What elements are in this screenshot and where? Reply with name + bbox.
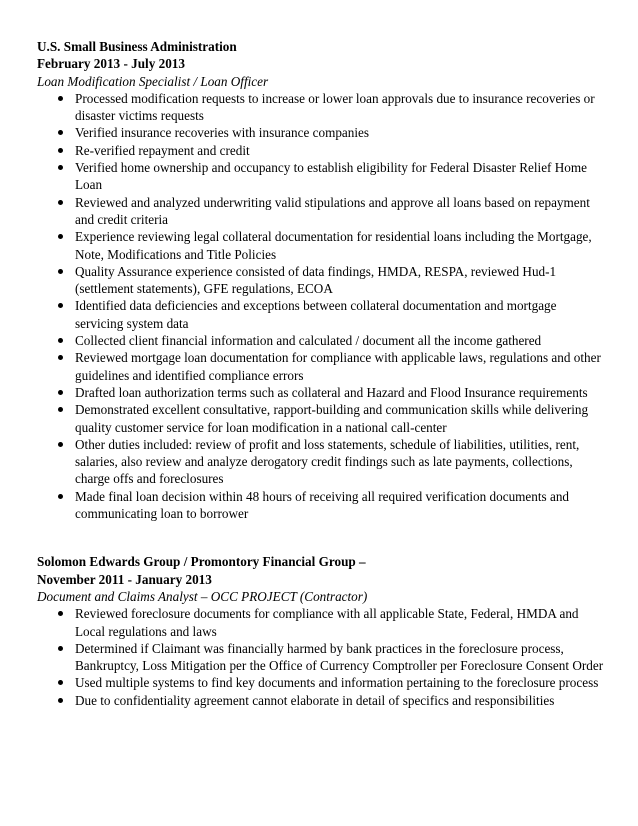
duty-text: Demonstrated excellent consultative, rapport-building and communication skills while delivering quality customer service for loan modification in a national call-center xyxy=(75,402,589,435)
duty-text: Collected client financial information and calculated / document all the income gathered xyxy=(75,333,542,349)
list-item xyxy=(37,263,607,298)
duty-text: Other duties included: review of profit and loss statements, schedule of liabilities, utilities, rent, salaries, also review and analyze derogatory credit findings such as late payments, collections, charge offs and foreclosures xyxy=(75,436,580,487)
duties-list xyxy=(37,90,607,522)
bullet-icon xyxy=(58,407,63,412)
bullet-icon xyxy=(58,234,63,239)
duty-text: Drafted loan authorization terms such as collateral and Hazard and Flood Insurance requirements xyxy=(75,384,588,400)
bullet-icon xyxy=(58,442,63,447)
job-title: Document and Claims Analyst – OCC PROJECT (Contractor) xyxy=(37,588,368,604)
bullet-icon xyxy=(58,130,63,135)
duty-text: Determined if Claimant was financially harmed by bank practices in the foreclosure process, Bankruptcy, Loss Mitigation per the Office of Currency Comptroller per Foreclosure Consent Order xyxy=(75,640,604,674)
bullet-icon xyxy=(58,96,63,101)
resume-page xyxy=(37,38,607,709)
duty-text: Reviewed mortgage loan documentation for compliance with applicable laws, regulations and other guidelines and identified compliance errors xyxy=(75,350,601,383)
job-title: Loan Modification Specialist / Loan Officer xyxy=(37,73,269,89)
bullet-icon xyxy=(58,303,63,308)
bullet-icon xyxy=(58,611,63,616)
list-item xyxy=(37,640,607,675)
bullet-icon xyxy=(58,494,63,499)
employment-dates: November 2011 - January 2013 xyxy=(37,571,212,587)
duty-text: Reviewed foreclosure documents for compliance with all applicable State, Federal, HMDA and Local regulations and laws xyxy=(75,606,579,639)
list-item xyxy=(37,124,607,141)
duty-text: Quality Assurance experience consisted of data findings, HMDA, RESPA, reviewed Hud-1 (settlement statements), GFE regulations, ECOA xyxy=(75,263,557,297)
list-item xyxy=(37,488,607,523)
duty-text: Experience reviewing legal collateral documentation for residential loans including the Mortgage, Note, Modifications and Title Policies xyxy=(75,229,592,262)
list-item xyxy=(37,605,607,640)
list-item xyxy=(37,384,607,401)
employment-dates: February 2013 - July 2013 xyxy=(37,56,185,72)
duty-text: Due to confidentiality agreement cannot elaborate in detail of specifics and responsibilities xyxy=(75,692,555,708)
list-item xyxy=(37,692,607,709)
duty-text: Verified home ownership and occupancy to establish eligibility for Federal Disaster Relief Home Loan xyxy=(75,160,587,193)
bullet-icon xyxy=(58,390,63,395)
bullet-icon xyxy=(58,269,63,274)
list-item xyxy=(37,228,607,263)
duty-text: Made final loan decision within 48 hours of receiving all required verification documents and communicating loan to borrower xyxy=(75,488,570,522)
list-item xyxy=(37,194,607,229)
list-item xyxy=(37,436,607,488)
list-item xyxy=(37,297,607,332)
bullet-icon xyxy=(58,200,63,205)
list-item xyxy=(37,159,607,194)
experience-section xyxy=(37,553,607,709)
duty-text: Processed modification requests to increase or lower loan approvals due to insurance recoveries or disaster victims requests xyxy=(75,90,595,124)
bullet-icon xyxy=(58,355,63,360)
list-item xyxy=(37,674,607,691)
list-item xyxy=(37,142,607,159)
list-item xyxy=(37,90,607,125)
bullet-icon xyxy=(58,338,63,343)
list-item xyxy=(37,332,607,349)
duty-text: Verified insurance recoveries with insurance companies xyxy=(75,125,370,141)
duty-text: Identified data deficiencies and exceptions between collateral documentation and mortgage servicing system data xyxy=(75,298,557,331)
bullet-icon xyxy=(58,148,63,153)
bullet-icon xyxy=(58,698,63,703)
bullet-icon xyxy=(58,165,63,170)
duty-text: Reviewed and analyzed underwriting valid stipulations and approve all loans based on repayment and credit criteria xyxy=(75,194,590,227)
list-item xyxy=(37,401,607,436)
duties-list xyxy=(37,605,607,709)
duty-text: Re-verified repayment and credit xyxy=(75,142,250,158)
list-item xyxy=(37,349,607,384)
employer-name: Solomon Edwards Group / Promontory Financial Group – xyxy=(37,554,366,570)
bullet-icon xyxy=(58,680,63,685)
employer-name: U.S. Small Business Administration xyxy=(37,39,237,54)
duty-text: Used multiple systems to find key documents and information pertaining to the foreclosure process xyxy=(75,675,599,691)
section-spacer xyxy=(37,522,607,553)
experience-section xyxy=(37,38,607,522)
bullet-icon xyxy=(58,646,63,651)
